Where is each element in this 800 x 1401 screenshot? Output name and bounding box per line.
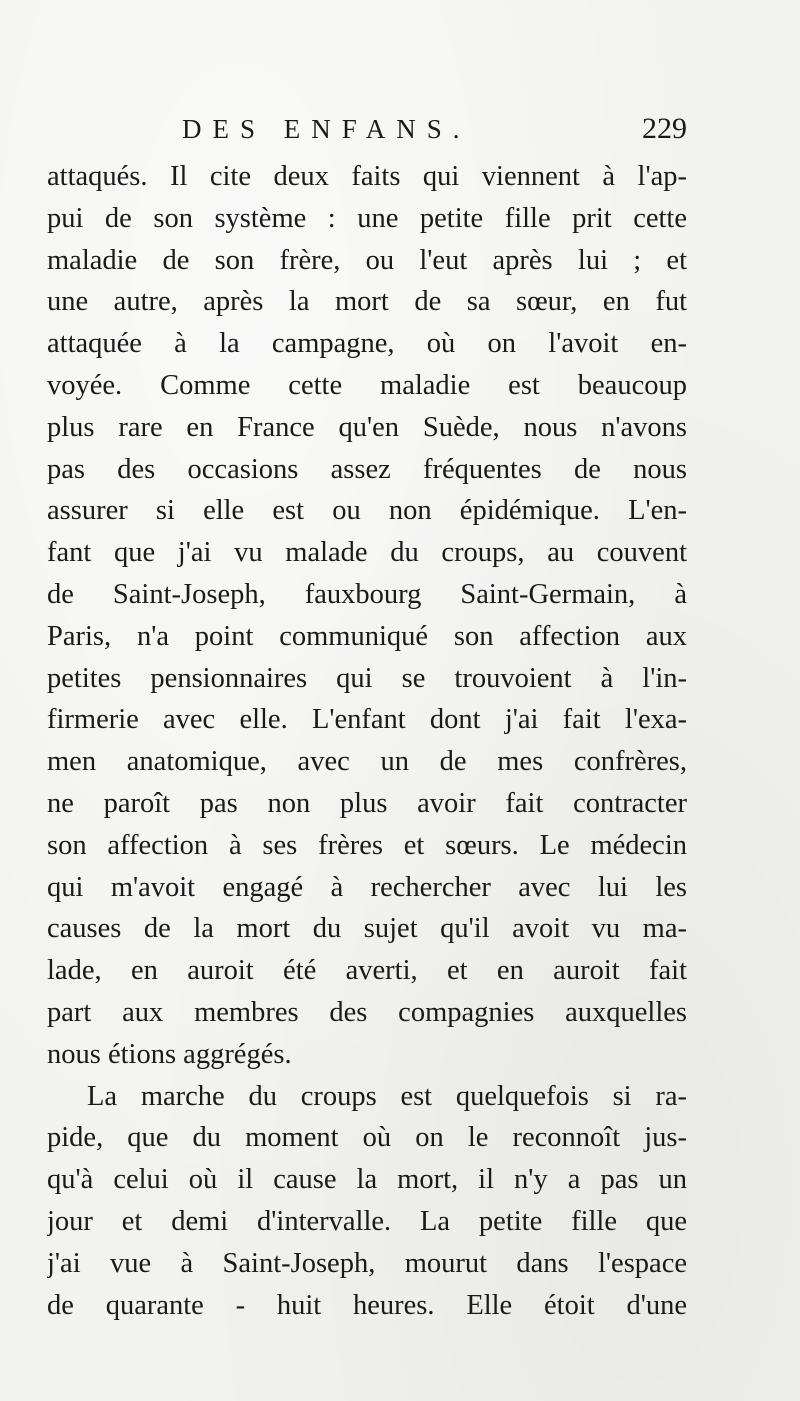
text-line: pide, que du moment où on le reconnoît jus- — [47, 1122, 687, 1154]
text-line: qui m'avoit engagé à rechercher avec lui les — [47, 871, 687, 903]
text-line: lade, en auroit été averti, et en auroit fait — [47, 955, 687, 987]
text-line: part aux membres des compagnies auxquelles — [47, 996, 687, 1028]
page-number: 229 — [642, 112, 687, 145]
text-line: qu'à celui où il cause la mort, il n'y a pas un — [47, 1164, 687, 1196]
text-line: son affection à ses frères et sœurs. Le médecin — [47, 829, 687, 861]
text-line: pui de son système : une petite fille prit cette — [47, 202, 687, 234]
text-line: Paris, n'a point communiqué son affection aux — [47, 620, 687, 652]
text-line: une autre, après la mort de sa sœur, en fut — [47, 286, 687, 318]
text-line: voyée. Comme cette maladie est beaucoup — [47, 369, 687, 401]
running-head: DES ENFANS. — [182, 114, 471, 144]
text-line: fant que j'ai vu malade du croups, au couvent — [47, 537, 687, 569]
text-line: jour et demi d'intervalle. La petite fille que — [47, 1205, 687, 1237]
text-line: causes de la mort du sujet qu'il avoit vu ma- — [47, 913, 687, 945]
text-line: men anatomique, avec un de mes confrères, — [47, 746, 687, 778]
text-line: j'ai vue à Saint-Joseph, mourut dans l'espace — [47, 1247, 687, 1279]
text-line: ne paroît pas non plus avoir fait contracter — [47, 787, 687, 819]
paragraph-first-line: La marche du croups est quelquefois si ra- — [87, 1080, 687, 1112]
text-line: assurer si elle est ou non épidémique. L'en- — [47, 495, 687, 527]
text-line: petites pensionnaires qui se trouvoient à l'in- — [47, 662, 687, 694]
body-text — [47, 156, 687, 1326]
text-line: attaquée à la campagne, où on l'avoit en- — [47, 328, 687, 360]
text-line: pas des occasions assez fréquentes de nous — [47, 453, 687, 485]
text-line: attaqués. Il cite deux faits qui viennent à l'ap- — [47, 161, 687, 192]
text-line: plus rare en France qu'en Suède, nous n'avons — [47, 411, 687, 443]
text-line: de quarante - huit heures. Elle étoit d'une — [47, 1289, 687, 1321]
text-line: de Saint-Joseph, fauxbourg Saint-Germain, à — [47, 578, 687, 610]
text-line: maladie de son frère, ou l'eut après lui ; et — [47, 244, 687, 276]
page-header — [182, 112, 687, 152]
text-line: firmerie avec elle. L'enfant dont j'ai fait l'exa- — [47, 704, 687, 736]
paragraph-end-line: nous étions aggrégés. — [47, 1038, 292, 1070]
